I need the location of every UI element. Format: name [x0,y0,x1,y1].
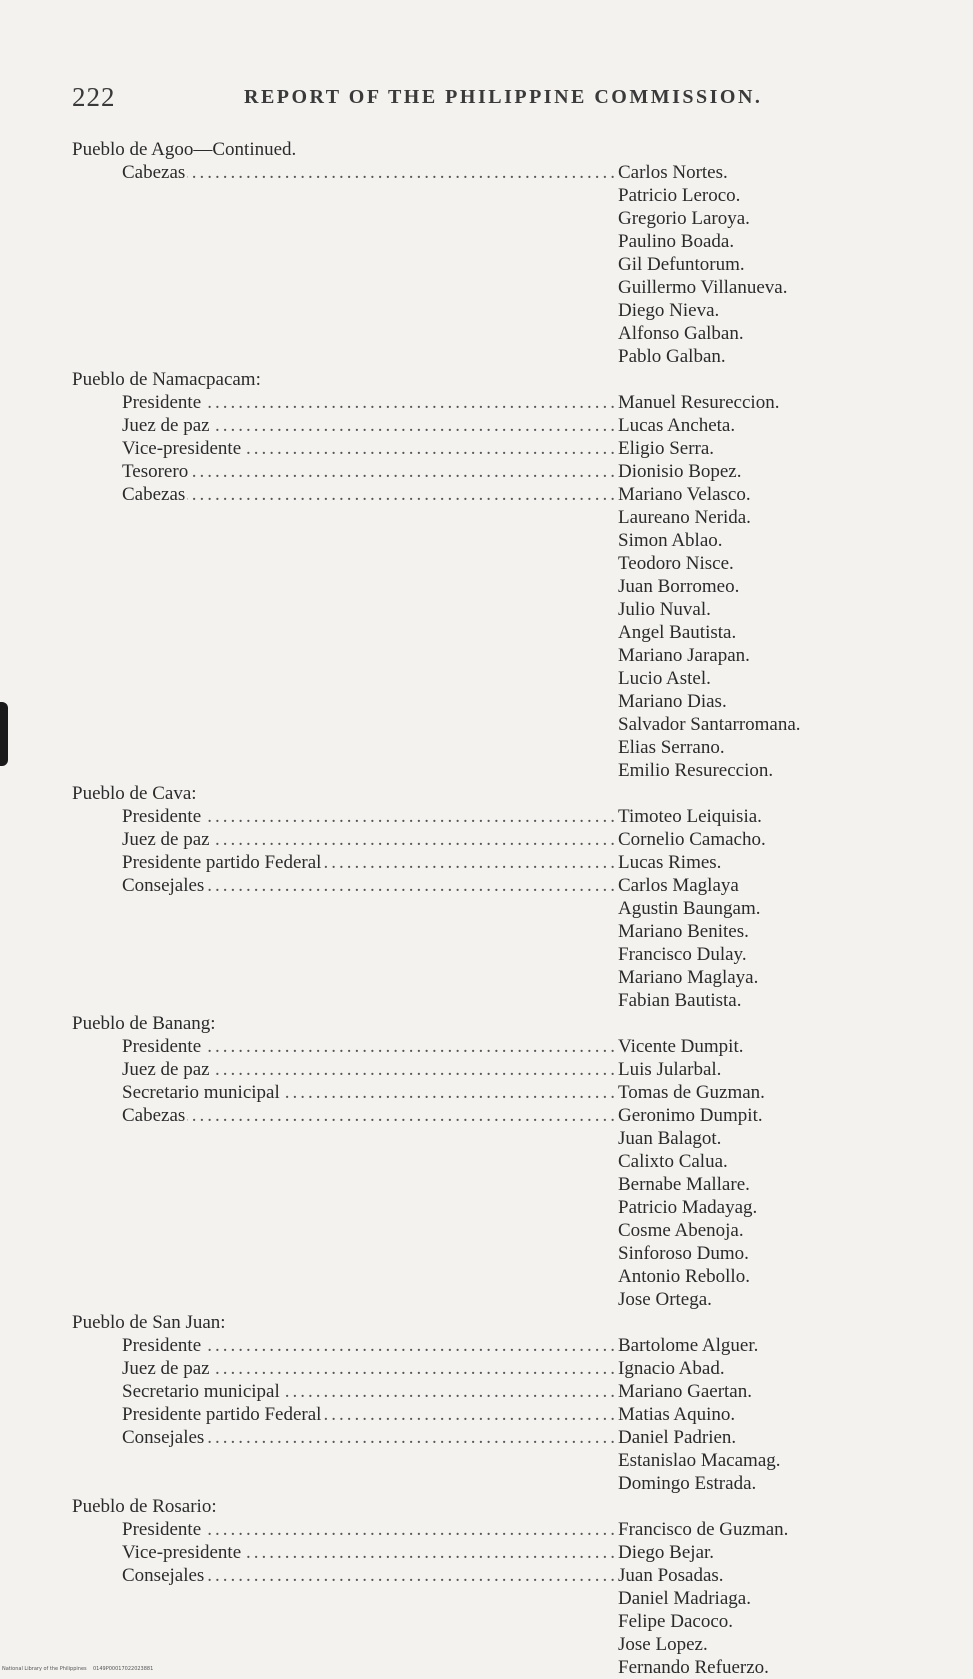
official-name: Guillermo Villanueva. [618,277,788,298]
name-continuation-row [72,1127,932,1150]
official-name: Mariano Velasco. [618,484,751,505]
name-continuation-row [72,897,932,920]
official-name: Dionisio Bopez. [618,461,742,482]
name-continuation-row [72,184,932,207]
official-name: Pablo Galban. [618,346,726,367]
pueblo-section [72,1495,932,1679]
office-row [72,1380,932,1403]
pueblo-heading: Pueblo de Banang: [72,1013,216,1034]
official-name: Tomas de Guzman. [618,1082,765,1103]
name-continuation-row [72,667,932,690]
name-continuation-row [72,1472,932,1495]
office-label: Consejales [122,875,205,896]
official-name: Mariano Benites. [618,921,749,942]
official-name: Matias Aquino. [618,1404,736,1425]
name-continuation-row [72,690,932,713]
office-row [72,1035,932,1058]
name-continuation-row [72,1242,932,1265]
pueblo-section [72,782,932,1012]
official-name: Angel Bautista. [618,622,737,643]
official-name: Gregorio Laroya. [618,208,750,229]
office-row [72,437,932,460]
office-label: Presidente [122,392,202,413]
official-name: Laureano Nerida. [618,507,751,528]
official-name: Luis Jularbal. [618,1059,722,1080]
official-name: Manuel Resureccion. [618,392,780,413]
name-continuation-row [72,1173,932,1196]
binding-edge-mark [0,702,8,766]
official-name: Gil Defuntorum. [618,254,745,275]
name-continuation-row [72,943,932,966]
official-name: Domingo Estrada. [618,1473,757,1494]
official-name: Geronimo Dumpit. [618,1105,763,1126]
official-name: Simon Ablao. [618,530,723,551]
official-name: Alfonso Galban. [618,323,744,344]
name-continuation-row [72,1610,932,1633]
name-continuation-row [72,1219,932,1242]
office-row [72,1104,932,1127]
office-row [72,1518,932,1541]
office-row [72,828,932,851]
office-label: Juez de paz [122,415,210,436]
pueblo-section [72,138,932,368]
official-name: Daniel Padrien. [618,1427,737,1448]
official-name: Timoteo Leiquisia. [618,806,762,827]
official-name: Lucas Rimes. [618,852,722,873]
office-row [72,1564,932,1587]
official-name: Calixto Calua. [618,1151,728,1172]
office-row [72,460,932,483]
official-name: Ignacio Abad. [618,1358,725,1379]
scan-footer [2,1666,153,1672]
running-title: REPORT OF THE PHILIPPINE COMMISSION. [244,86,763,108]
office-title [72,1081,618,1104]
office-title [72,1058,618,1081]
office-title [72,1334,618,1357]
office-label: Presidente partido Federal [122,1404,322,1425]
office-label: Vice-presidente [122,438,242,459]
office-row [72,1357,932,1380]
pueblo-heading: Pueblo de Rosario: [72,1496,217,1517]
name-continuation-row [72,1265,932,1288]
official-name: Sinforoso Dumo. [618,1243,749,1264]
official-name: Mariano Maglaya. [618,967,759,988]
office-title [72,828,618,851]
name-continuation-row [72,1656,932,1679]
name-continuation-row [72,966,932,989]
pueblo-section [72,1012,932,1311]
office-label: Presidente [122,1036,202,1057]
official-name: Elias Serrano. [618,737,725,758]
official-name: Jose Ortega. [618,1289,712,1310]
official-name: Mariano Dias. [618,691,727,712]
pueblo-section [72,368,932,782]
office-label: Consejales [122,1565,205,1586]
office-title [72,1035,618,1058]
office-title [72,1426,618,1449]
office-row [72,161,932,184]
official-name: Fabian Bautista. [618,990,742,1011]
name-continuation-row [72,1449,932,1472]
name-continuation-row [72,759,932,782]
office-label: Presidente [122,1519,202,1540]
page-number: 222 [72,82,116,112]
office-title [72,1564,618,1587]
official-name: Emilio Resureccion. [618,760,774,781]
official-name: Mariano Jarapan. [618,645,750,666]
pueblo-heading: Pueblo de Agoo—Continued. [72,139,297,160]
official-name: Estanislao Macamag. [618,1450,781,1471]
official-name: Bernabe Mallare. [618,1174,750,1195]
office-label: Presidente partido Federal [122,852,322,873]
name-continuation-row [72,1288,932,1311]
office-label: Presidente [122,1335,202,1356]
name-continuation-row [72,276,932,299]
office-title [72,1541,618,1564]
office-title [72,483,618,506]
official-name: Fernando Refuerzo. [618,1657,769,1678]
office-label: Tesorero [122,461,189,482]
name-continuation-row [72,345,932,368]
office-row [72,851,932,874]
office-label: Consejales [122,1427,205,1448]
name-continuation-row [72,575,932,598]
official-name: Diego Bejar. [618,1542,715,1563]
office-title [72,1357,618,1380]
name-continuation-row [72,1150,932,1173]
pueblo-section [72,1311,932,1495]
official-name: Juan Balagot. [618,1128,722,1149]
office-title [72,437,618,460]
directory-listing [72,138,932,1679]
official-name: Francisco Dulay. [618,944,747,965]
office-title [72,414,618,437]
official-name: Cosme Abenoja. [618,1220,744,1241]
official-name: Teodoro Nisce. [618,553,734,574]
office-label: Juez de paz [122,829,210,850]
name-continuation-row [72,713,932,736]
official-name: Mariano Gaertan. [618,1381,752,1402]
official-name: Juan Posadas. [618,1565,724,1586]
official-name: Vicente Dumpit. [618,1036,744,1057]
official-name: Julio Nuval. [618,599,711,620]
official-name: Jose Lopez. [618,1634,708,1655]
name-continuation-row [72,207,932,230]
pueblo-heading: Pueblo de Cava: [72,783,197,804]
official-name: Juan Borromeo. [618,576,740,597]
name-continuation-row [72,1633,932,1656]
office-label: Cabezas [122,484,186,505]
official-name: Lucio Astel. [618,668,711,689]
office-title [72,1403,618,1426]
office-title [72,161,618,184]
pueblo-heading: Pueblo de Namacpacam: [72,369,261,390]
office-row [72,391,932,414]
page-header [72,82,913,116]
official-name: Paulino Boada. [618,231,735,252]
name-continuation-row [72,736,932,759]
office-label: Cabezas [122,1105,186,1126]
official-name: Agustin Baungam. [618,898,761,919]
name-continuation-row [72,644,932,667]
official-name: Antonio Rebollo. [618,1266,750,1287]
official-name: Carlos Maglaya [618,875,739,896]
official-name: Francisco de Guzman. [618,1519,789,1540]
name-continuation-row [72,989,932,1012]
office-label: Cabezas [122,162,186,183]
official-name: Lucas Ancheta. [618,415,736,436]
office-title [72,874,618,897]
name-continuation-row [72,621,932,644]
official-name: Eligio Serra. [618,438,715,459]
official-name: Felipe Dacoco. [618,1611,734,1632]
office-label: Secretario municipal [122,1082,280,1103]
office-row [72,483,932,506]
office-row [72,1081,932,1104]
office-row [72,1426,932,1449]
office-row [72,1403,932,1426]
office-title [72,1518,618,1541]
office-title [72,851,618,874]
office-title [72,1104,618,1127]
official-name: Cornelio Camacho. [618,829,766,850]
official-name: Bartolome Alguer. [618,1335,759,1356]
name-continuation-row [72,920,932,943]
official-name: Diego Nieva. [618,300,720,321]
name-continuation-row [72,506,932,529]
office-title [72,1380,618,1403]
name-continuation-row [72,253,932,276]
office-label: Secretario municipal [122,1381,280,1402]
office-label: Juez de paz [122,1059,210,1080]
name-continuation-row [72,322,932,345]
office-label: Presidente [122,806,202,827]
office-title [72,805,618,828]
name-continuation-row [72,552,932,575]
name-continuation-row [72,1587,932,1610]
office-row [72,805,932,828]
office-title [72,391,618,414]
name-continuation-row [72,598,932,621]
office-label: Juez de paz [122,1358,210,1379]
official-name: Patricio Madayag. [618,1197,758,1218]
name-continuation-row [72,230,932,253]
official-name: Carlos Nortes. [618,162,728,183]
office-row [72,414,932,437]
official-name: Salvador Santarromana. [618,714,801,735]
name-continuation-row [72,1196,932,1219]
footer-source: National Library of the Philippines [2,1666,87,1672]
name-continuation-row [72,299,932,322]
footer-code: 0149P00017022023881 [93,1666,154,1672]
office-row [72,1334,932,1357]
office-row [72,1058,932,1081]
office-title [72,460,618,483]
office-label: Vice-presidente [122,1542,242,1563]
office-row [72,1541,932,1564]
official-name: Daniel Madriaga. [618,1588,751,1609]
office-row [72,874,932,897]
official-name: Patricio Leroco. [618,185,741,206]
name-continuation-row [72,529,932,552]
pueblo-heading: Pueblo de San Juan: [72,1312,226,1333]
